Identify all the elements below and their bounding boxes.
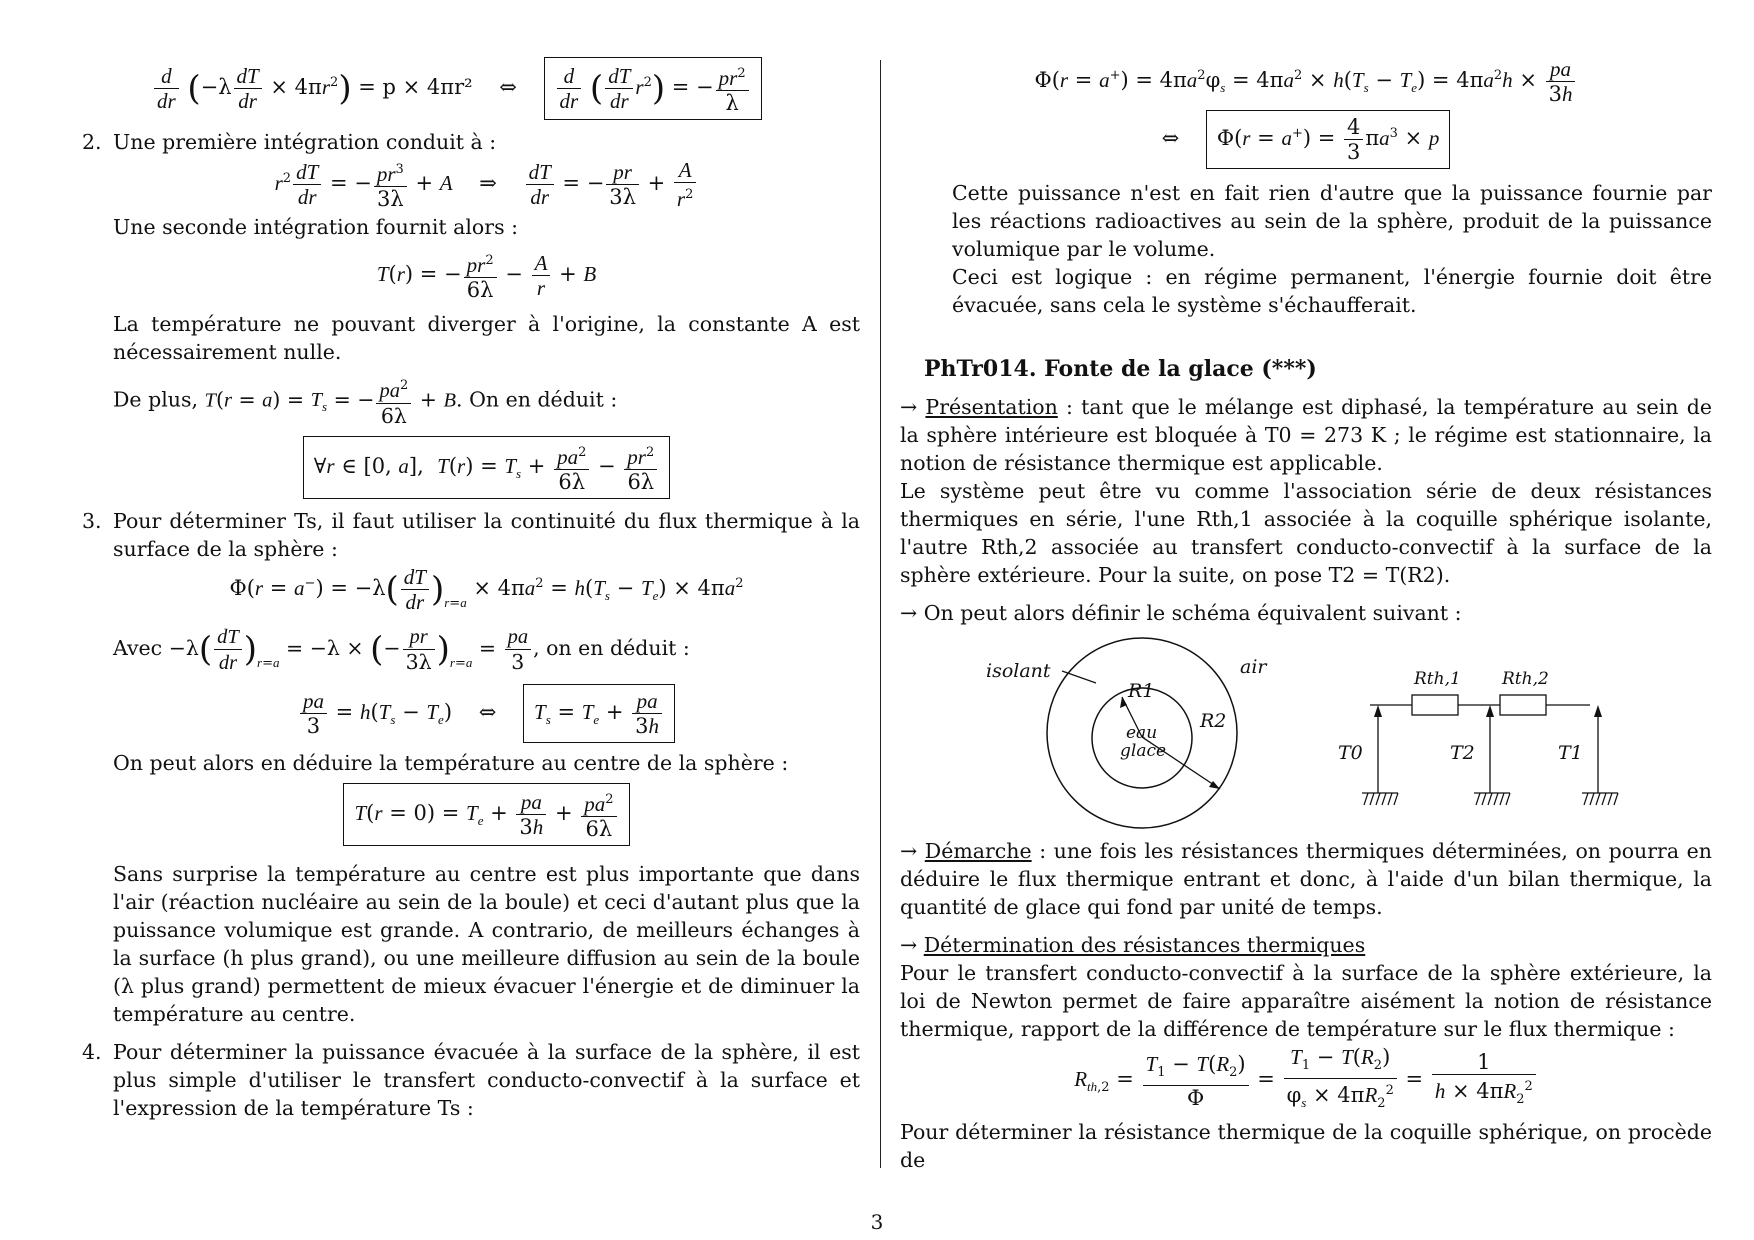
equation-7 bbox=[113, 783, 860, 846]
label-rth2: Rth,2 bbox=[1502, 669, 1549, 689]
arrow-icon: → bbox=[900, 395, 918, 419]
eq1-rhs: = p × 4πr² bbox=[358, 75, 473, 99]
equation-flux-boxed: ⇔ Φ(r = a+) = $\frac{4}{3}$ $\pi a^3 \times p$ bbox=[900, 110, 1712, 169]
t2-arrow-head bbox=[1486, 705, 1494, 717]
left-column bbox=[82, 55, 860, 1122]
column-divider bbox=[880, 60, 881, 1168]
boxed-equation-ts: $T_s = T_e$ + $\frac{pa}{3h}$ bbox=[523, 684, 675, 743]
demarche-label: Démarche bbox=[924, 839, 1032, 863]
logique-text: Ceci est logique : en régime permanent, l'énergie fournie doit être évacuée, sans cela le système s'échaufferait. bbox=[952, 265, 1712, 317]
demarche-text: : une fois les résistances thermiques déterminées, on pourra en déduire le flux thermique entrant et donc, à l'aide d'un bilan thermique, la quantité de glace qui fond par unité de temps. bbox=[900, 839, 1712, 919]
equation-rth2: $R_{th,2}$ = $\frac{T_1 - T(R_2)}{\Phi}$ = $\frac{T_1 - T(R_2)}{\varphi_s \times 4\pi R_2^2}$ = $\frac{1}{h \times 4\pi R_2^2}$ bbox=[900, 1045, 1712, 1116]
demarche-paragraph bbox=[900, 837, 1712, 921]
deplus-text: De plus, bbox=[113, 387, 199, 412]
list-item-2 bbox=[82, 128, 860, 499]
right-column bbox=[900, 55, 1712, 1174]
item2-mid: Une seconde intégration fournit alors : bbox=[113, 215, 519, 239]
item2-divergence: La température ne pouvant diverger à l'origine, la constante A est nécessairement nulle. bbox=[113, 312, 860, 364]
item2-deplus: De plus, $T(r = a) = T_s$ = − $\frac{pa^2}{6\lambda}$ + B. On en déduit : bbox=[113, 374, 860, 428]
schema-paragraph bbox=[900, 599, 1712, 627]
resistor-rth1 bbox=[1412, 695, 1458, 715]
boxed-equation-flux: Φ(r = a+) = $\frac{4}{3}$ $\pi a^3 \times p$ bbox=[1206, 110, 1451, 169]
arrow-icon: → bbox=[900, 933, 918, 957]
equation-1: $\frac{d}{dr}$ (−λ $\frac{dT}{dr}$ × $4\pi r^2) = p \times 4\pi r^2$ ⇔ $\frac{d}{dr}$ ( $\frac{dT}{dr}$ $r^2$) = − $\frac{pr^2}{\lambda}$ bbox=[82, 57, 860, 120]
label-rth1: Rth,1 bbox=[1414, 669, 1461, 689]
equation-6: $\frac{pa}{3}$ = $h(T_s - T_e)$ ⇔ $T_s = T_e$ + $\frac{pa}{3h}$ bbox=[113, 684, 860, 743]
label-r1: R1 bbox=[1128, 680, 1155, 702]
equation-4 bbox=[113, 436, 860, 499]
puissance-block bbox=[900, 179, 1712, 319]
t1-arrow-head bbox=[1594, 705, 1602, 717]
item-number: 3. bbox=[82, 508, 102, 533]
label-r2: R2 bbox=[1200, 710, 1227, 732]
last-text: Pour déterminer la résistance thermique de la coquille sphérique, on procède de bbox=[900, 1120, 1712, 1173]
ground-symbols bbox=[1362, 793, 1618, 805]
boxed-equation-t0: $T(r = 0) = T_e$ + $\frac{pa}{3h}$ + $\frac{pa^2}{6\lambda}$ bbox=[343, 783, 629, 846]
label-t0: T0 bbox=[1338, 742, 1363, 764]
deduit-text: On en déduit : bbox=[469, 387, 618, 412]
equivalent-schema-figure bbox=[900, 633, 1712, 833]
item-number: 4. bbox=[82, 1039, 102, 1064]
systeme-text: Le système peut être vu comme l'association série de deux résistances thermiques en série, l'une Rth,1 associée à la coquille sphérique isolante, l'autre Rth,2 associée au transfert conducto-convectif à la surface de la sphère extérieure. Pour la suite, on pose T2 = T(R2). bbox=[900, 479, 1712, 587]
equation-2: $r^2$ $\frac{dT}{dr}$ = − $\frac{pr^3}{3\lambda}$ + A ⇒ $\frac{dT}{dr}$ = − $\frac{pr}{3\lambda}$ + $\frac{A}{r^2}$ bbox=[113, 158, 860, 211]
item3-surprise: Sans surprise la température au centre est plus importante que dans l'air (réaction nucléaire au sein de la boule) et ceci d'autant plus que la puissance volumique est grande. A contrario, de meilleurs échanges à la surface (h plus grand), ou une meilleure diffusion au sein de la boule (λ plus grand) permettent de mieux évacuer l'énergie et de diminuer la température au centre. bbox=[113, 861, 860, 1026]
list-item-3 bbox=[82, 507, 860, 1028]
arrow-icon: → bbox=[900, 601, 918, 625]
determination-label: Détermination des résistances thermiques bbox=[923, 933, 1366, 957]
page-number: 3 bbox=[870, 1210, 884, 1234]
deduit-text-2: , on en déduit : bbox=[533, 635, 690, 660]
equation-3: T(r) = − $\frac{pr^2}{6\lambda}$ − $\frac{A}{r}$ + B bbox=[376, 251, 597, 302]
item3-avec: Avec −λ( $\frac{dT}{dr}$ )$_{r=a} = -\lambda$ × (− $\frac{pr}{3\lambda}$ )$_{r=a}$ = $\frac{pa}{3}$ , on en déduit : bbox=[113, 625, 690, 675]
label-air: air bbox=[1240, 656, 1267, 678]
item4-intro: Pour déterminer la puissance évacuée à la surface de la sphère, il est plus simple d'utiliser le transfert conducto-convectif à la surface et l'expression de la température Ts : bbox=[113, 1039, 860, 1120]
label-glace: glace bbox=[1120, 741, 1167, 761]
label-isolant: isolant bbox=[986, 660, 1051, 682]
item2-intro: Une première intégration conduit à : bbox=[113, 130, 497, 154]
presentation-label: Présentation bbox=[925, 395, 1058, 419]
item3-intro: Pour déterminer Ts, il faut utiliser la continuité du flux thermique à la surface de la sphère : bbox=[113, 508, 860, 561]
resistor-rth2 bbox=[1500, 695, 1546, 715]
item3-centre: On peut alors en déduire la température au centre de la sphère : bbox=[113, 750, 789, 775]
presentation-paragraph bbox=[900, 393, 1712, 477]
boxed-equation-tr: ∀r ∈ [0, a], $T(r) = T_s$ + $\frac{pa^2}{6\lambda}$ − $\frac{pr^2}{6\lambda}$ bbox=[303, 436, 671, 499]
label-t1: T1 bbox=[1558, 742, 1583, 764]
list-item-4 bbox=[82, 1038, 860, 1122]
equation-5: Φ(r = a−) = −λ( $\frac{dT}{dr}$ )$_{r=a} \times 4\pi a^2 = h(T_s - T_e) \times 4\pi a^2$ bbox=[229, 564, 744, 614]
newton-text: Pour le transfert conducto-convectif à la surface de la sphère extérieure, la loi de Newton permet de faire apparaître aisément la notion de résistance thermique, rapport de la différence de température sur le flux thermique : bbox=[900, 961, 1712, 1041]
equation-flux: $\Phi(r = a^+) = 4\pi a^2\varphi_s = 4\pi a^2 \times h(T_s - T_e) = 4\pi a^2h$ × $\frac{pa}{3h}$ bbox=[900, 57, 1712, 106]
t0-arrow-head bbox=[1374, 705, 1382, 717]
schema-text: On peut alors définir le schéma équivalent suivant : bbox=[923, 601, 1462, 625]
isolant-pointer bbox=[1062, 671, 1096, 683]
presentation-text: : tant que le mélange est diphasé, la température au sein de la sphère intérieure est bloquée à T0 = 273 K ; le régime est stationnaire, la notion de résistance thermique est applicable. bbox=[900, 395, 1712, 475]
arrow-icon: → bbox=[900, 839, 918, 863]
section-title: PhTr014. Fonte de la glace (***) bbox=[924, 356, 1317, 382]
determination-heading bbox=[900, 931, 1712, 959]
label-t2: T2 bbox=[1450, 742, 1475, 764]
avec-text: Avec bbox=[113, 635, 163, 660]
puissance-text: Cette puissance n'est en fait rien d'autre que la puissance fournie par les réactions radioactives au sein de la sphère, produit de la puissance volumique par le volume. bbox=[952, 181, 1712, 261]
label-eau: eau bbox=[1126, 723, 1158, 743]
boxed-equation-1: $\frac{d}{dr}$ ( $\frac{dT}{dr}$ $r^2$) = − $\frac{pr^2}{\lambda}$ bbox=[544, 57, 762, 120]
item-number: 2. bbox=[82, 130, 102, 154]
